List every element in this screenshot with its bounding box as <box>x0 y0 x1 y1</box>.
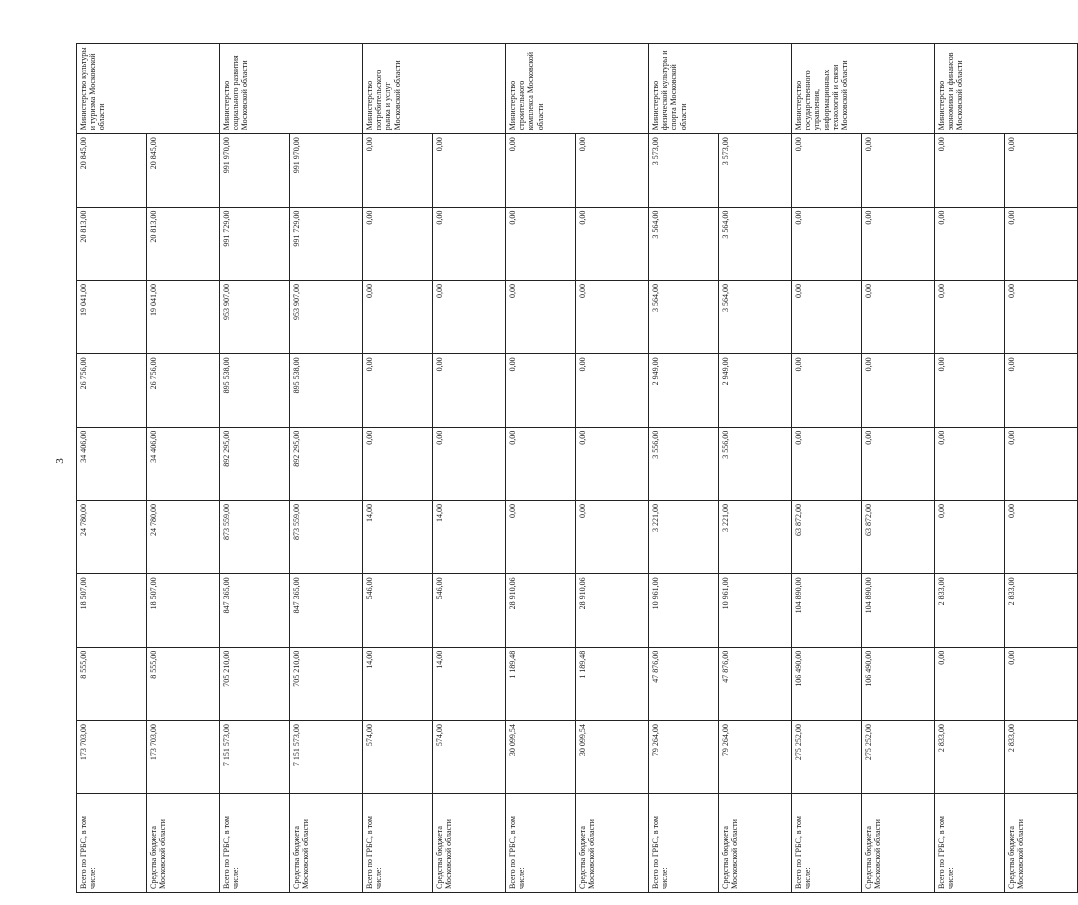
value-cell: 79 264,00 <box>719 721 792 794</box>
value-cell: 14,00 <box>433 501 506 574</box>
value-cell: 0,00 <box>363 207 433 280</box>
value-cell: 0,00 <box>792 207 862 280</box>
row-label-cell: Всего по ГРБС, в том числе: <box>935 794 1005 893</box>
value-cell: 30 099,54 <box>576 721 649 794</box>
value-cell: 3 556,00 <box>719 427 792 500</box>
value-cell: 3 564,00 <box>719 280 792 353</box>
value-cell: 0,00 <box>862 427 935 500</box>
value-cell: 2 833,00 <box>1005 574 1078 647</box>
value-cell: 0,00 <box>1005 501 1078 574</box>
value-cell: 1 189,48 <box>576 647 649 720</box>
value-cell: 0,00 <box>433 280 506 353</box>
value-cell: 275 252,00 <box>862 721 935 794</box>
value-cell: 0,00 <box>935 207 1005 280</box>
value-cell: 0,00 <box>935 354 1005 427</box>
value-cell: 873 559,00 <box>220 501 290 574</box>
row-label-cell: Всего по ГРБС, в том числе: <box>363 794 433 893</box>
value-cell: 0,00 <box>433 354 506 427</box>
value-cell: 574,00 <box>433 721 506 794</box>
value-cell: 991 970,00 <box>220 134 290 207</box>
value-cell: 847 365,00 <box>220 574 290 647</box>
value-cell: 0,00 <box>576 134 649 207</box>
value-cell: 104 890,00 <box>792 574 862 647</box>
value-cell: 873 559,00 <box>290 501 363 574</box>
value-cell: 0,00 <box>506 427 576 500</box>
value-cell: 2 949,00 <box>649 354 719 427</box>
value-cell: 3 564,00 <box>649 207 719 280</box>
value-cell: 28 910,06 <box>506 574 576 647</box>
value-cell: 2 833,00 <box>1005 721 1078 794</box>
ministry-name-cell: Министерство физической культуры и спорта Московской области <box>649 44 792 134</box>
value-cell: 0,00 <box>1005 354 1078 427</box>
value-cell: 0,00 <box>792 354 862 427</box>
row-label-cell: Средства бюджета Московской области <box>147 794 220 893</box>
value-cell: 20 845,00 <box>147 134 220 207</box>
row-label-cell: Средства бюджета Московской области <box>576 794 649 893</box>
value-cell: 0,00 <box>862 134 935 207</box>
table-row <box>935 44 1005 893</box>
value-cell: 0,00 <box>506 354 576 427</box>
value-cell: 14,00 <box>363 501 433 574</box>
value-cell: 0,00 <box>1005 207 1078 280</box>
value-cell: 0,00 <box>792 134 862 207</box>
value-cell: 895 538,00 <box>290 354 363 427</box>
value-cell: 3 556,00 <box>649 427 719 500</box>
table-row <box>433 44 506 893</box>
value-cell: 79 264,00 <box>649 721 719 794</box>
value-cell: 953 907,00 <box>290 280 363 353</box>
budget-table-body <box>77 44 1078 893</box>
value-cell: 47 876,00 <box>719 647 792 720</box>
value-cell: 847 365,00 <box>290 574 363 647</box>
page-number: 3 <box>54 458 66 464</box>
value-cell: 991 970,00 <box>290 134 363 207</box>
value-cell: 892 295,00 <box>290 427 363 500</box>
value-cell: 2 833,00 <box>935 574 1005 647</box>
table-row <box>862 44 935 893</box>
value-cell: 0,00 <box>1005 134 1078 207</box>
ministry-name-cell: Министерство государственного управления, информационных технологий и связи Московской области <box>792 44 935 134</box>
table-row <box>220 44 290 893</box>
value-cell: 0,00 <box>576 207 649 280</box>
value-cell: 20 813,00 <box>77 207 147 280</box>
value-cell: 10 961,00 <box>649 574 719 647</box>
value-cell: 0,00 <box>1005 647 1078 720</box>
value-cell: 0,00 <box>792 280 862 353</box>
value-cell: 2 833,00 <box>935 721 1005 794</box>
row-label-cell: Всего по ГРБС, в том числе: <box>792 794 862 893</box>
row-label-cell: Всего по ГРБС, в том числе: <box>506 794 576 893</box>
value-cell: 0,00 <box>363 427 433 500</box>
value-cell: 0,00 <box>363 280 433 353</box>
value-cell: 705 210,00 <box>290 647 363 720</box>
value-cell: 26 756,00 <box>147 354 220 427</box>
value-cell: 7 151 573,00 <box>220 721 290 794</box>
value-cell: 0,00 <box>363 134 433 207</box>
table-row <box>719 44 792 893</box>
value-cell: 10 961,00 <box>719 574 792 647</box>
value-cell: 3 564,00 <box>649 280 719 353</box>
row-label-cell: Средства бюджета Московской области <box>433 794 506 893</box>
value-cell: 0,00 <box>935 427 1005 500</box>
value-cell: 892 295,00 <box>220 427 290 500</box>
value-cell: 0,00 <box>506 134 576 207</box>
table-row <box>147 44 220 893</box>
value-cell: 991 729,00 <box>220 207 290 280</box>
row-label-cell: Средства бюджета Московской области <box>1005 794 1078 893</box>
value-cell: 3 564,00 <box>719 207 792 280</box>
value-cell: 0,00 <box>1005 427 1078 500</box>
table-row <box>1005 44 1078 893</box>
value-cell: 0,00 <box>506 280 576 353</box>
value-cell: 30 099,54 <box>506 721 576 794</box>
row-label-cell: Всего по ГРБС, в том числе: <box>649 794 719 893</box>
value-cell: 63 872,00 <box>862 501 935 574</box>
value-cell: 0,00 <box>935 134 1005 207</box>
table-row <box>290 44 363 893</box>
value-cell: 574,00 <box>363 721 433 794</box>
value-cell: 895 538,00 <box>220 354 290 427</box>
value-cell: 3 221,00 <box>719 501 792 574</box>
value-cell: 546,00 <box>433 574 506 647</box>
table-row <box>77 44 147 893</box>
row-label-cell: Средства бюджета Московской области <box>719 794 792 893</box>
value-cell: 8 555,00 <box>77 647 147 720</box>
value-cell: 0,00 <box>363 354 433 427</box>
value-cell: 3 573,00 <box>649 134 719 207</box>
value-cell: 0,00 <box>862 207 935 280</box>
value-cell: 47 876,00 <box>649 647 719 720</box>
value-cell: 546,00 <box>363 574 433 647</box>
value-cell: 34 406,00 <box>77 427 147 500</box>
value-cell: 705 210,00 <box>220 647 290 720</box>
value-cell: 106 490,00 <box>862 647 935 720</box>
ministry-name-cell: Министерство социального развития Московской области <box>220 44 363 134</box>
table-row <box>576 44 649 893</box>
row-label-cell: Средства бюджета Московской области <box>862 794 935 893</box>
value-cell: 20 813,00 <box>147 207 220 280</box>
value-cell: 106 490,00 <box>792 647 862 720</box>
value-cell: 24 780,00 <box>147 501 220 574</box>
value-cell: 7 151 573,00 <box>290 721 363 794</box>
value-cell: 0,00 <box>792 427 862 500</box>
value-cell: 0,00 <box>862 280 935 353</box>
value-cell: 3 573,00 <box>719 134 792 207</box>
value-cell: 0,00 <box>935 280 1005 353</box>
value-cell: 1 189,48 <box>506 647 576 720</box>
value-cell: 18 507,00 <box>77 574 147 647</box>
value-cell: 0,00 <box>935 501 1005 574</box>
value-cell: 0,00 <box>576 354 649 427</box>
value-cell: 26 756,00 <box>77 354 147 427</box>
value-cell: 20 845,00 <box>77 134 147 207</box>
value-cell: 0,00 <box>506 207 576 280</box>
ministry-name-cell: Министерство потребительского рынка и услуг Московской области <box>363 44 506 134</box>
value-cell: 14,00 <box>363 647 433 720</box>
value-cell: 8 555,00 <box>147 647 220 720</box>
value-cell: 14,00 <box>433 647 506 720</box>
value-cell: 0,00 <box>433 207 506 280</box>
row-label-cell: Средства бюджета Московской области <box>290 794 363 893</box>
value-cell: 0,00 <box>433 134 506 207</box>
value-cell: 953 907,00 <box>220 280 290 353</box>
value-cell: 0,00 <box>576 427 649 500</box>
row-label-cell: Всего по ГРБС, в том числе: <box>220 794 290 893</box>
value-cell: 3 221,00 <box>649 501 719 574</box>
ministry-name-cell: Министерство культуры и туризма Московской области <box>77 44 220 134</box>
ministry-name-cell: Министерство экономики и финансов Московской области <box>935 44 1078 134</box>
value-cell: 24 780,00 <box>77 501 147 574</box>
table-row <box>792 44 862 893</box>
row-label-cell: Всего по ГРБС, в том числе: <box>77 794 147 893</box>
value-cell: 104 890,00 <box>862 574 935 647</box>
value-cell: 173 703,00 <box>147 721 220 794</box>
value-cell: 0,00 <box>862 354 935 427</box>
value-cell: 991 729,00 <box>290 207 363 280</box>
value-cell: 2 949,00 <box>719 354 792 427</box>
budget-table <box>76 43 1078 893</box>
table-row <box>363 44 433 893</box>
value-cell: 275 252,00 <box>792 721 862 794</box>
value-cell: 63 872,00 <box>792 501 862 574</box>
value-cell: 34 406,00 <box>147 427 220 500</box>
value-cell: 0,00 <box>576 280 649 353</box>
value-cell: 173 703,00 <box>77 721 147 794</box>
table-row <box>506 44 576 893</box>
value-cell: 28 910,06 <box>576 574 649 647</box>
ministry-name-cell: Министерство строительного комплекса Московской области <box>506 44 649 134</box>
value-cell: 19 041,00 <box>147 280 220 353</box>
value-cell: 0,00 <box>576 501 649 574</box>
value-cell: 0,00 <box>506 501 576 574</box>
value-cell: 0,00 <box>1005 280 1078 353</box>
table-row <box>649 44 719 893</box>
value-cell: 19 041,00 <box>77 280 147 353</box>
value-cell: 0,00 <box>433 427 506 500</box>
value-cell: 0,00 <box>935 647 1005 720</box>
value-cell: 18 507,00 <box>147 574 220 647</box>
